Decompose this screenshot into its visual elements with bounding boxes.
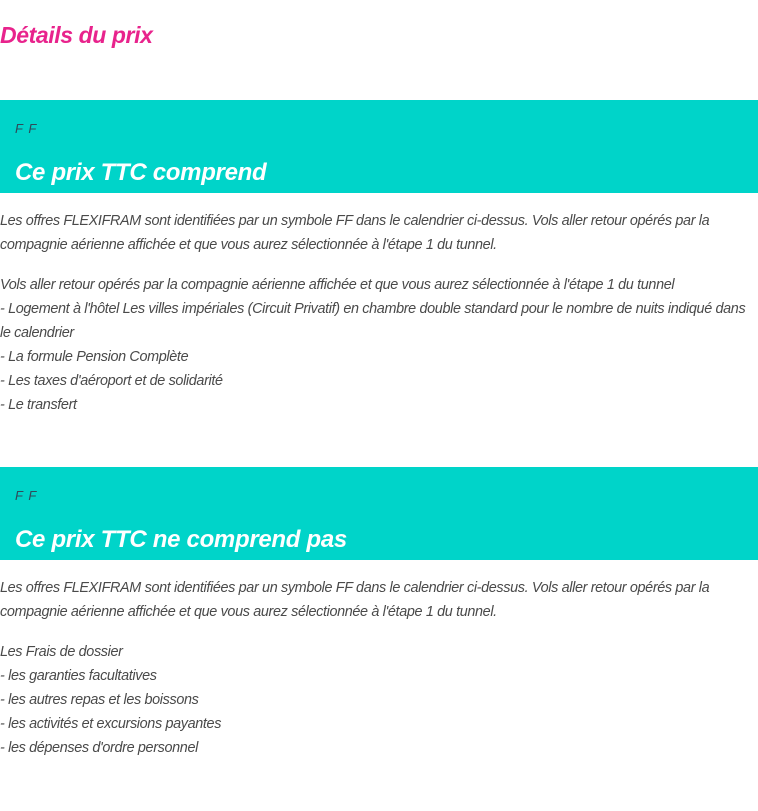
included-section-title: Ce prix TTC comprend xyxy=(15,159,267,186)
flexifram-ff-icon: F F xyxy=(15,121,38,136)
included-section-header xyxy=(0,100,758,193)
list-item: - les activités et excursions payantes xyxy=(0,716,222,732)
list-item: - La formule Pension Complète xyxy=(0,349,189,365)
list-item: - Le transfert xyxy=(0,397,77,413)
page-title: Détails du prix xyxy=(0,22,153,48)
excluded-intro: Les offres FLEXIFRAM sont identifiées par un symbole FF dans le calendrier ci-dessus. Vols aller retour opérés par la compagnie aérienne affichée et que vous aurez sélectionnée à l'étape 1 du tunnel. xyxy=(0,580,710,620)
list-item: - les garanties facultatives xyxy=(0,668,157,684)
included-intro: Les offres FLEXIFRAM sont identifiées par un symbole FF dans le calendrier ci-dessus. Vols aller retour opérés par la compagnie aérienne affichée et que vous aurez sélectionnée à l'étape 1 du tunnel. xyxy=(0,213,710,253)
list-item: - les autres repas et les boissons xyxy=(0,692,199,708)
list-item: - les dépenses d'ordre personnel xyxy=(0,740,198,756)
list-item: - Les taxes d'aéroport et de solidarité xyxy=(0,373,223,389)
included-list xyxy=(0,273,756,417)
excluded-section-title: Ce prix TTC ne comprend pas xyxy=(15,526,347,553)
list-item: Les Frais de dossier xyxy=(0,644,123,660)
excluded-list xyxy=(0,640,756,760)
list-item: Vols aller retour opérés par la compagnie aérienne affichée et que vous aurez sélectionnée à l'étape 1 du tunnel xyxy=(0,277,675,293)
list-item: - Logement à l'hôtel Les villes impériales (Circuit Privatif) en chambre double standard pour le nombre de nuits indiqué dans le calendrier xyxy=(0,301,746,341)
flexifram-ff-icon: F F xyxy=(15,488,38,503)
excluded-section-header xyxy=(0,467,758,560)
